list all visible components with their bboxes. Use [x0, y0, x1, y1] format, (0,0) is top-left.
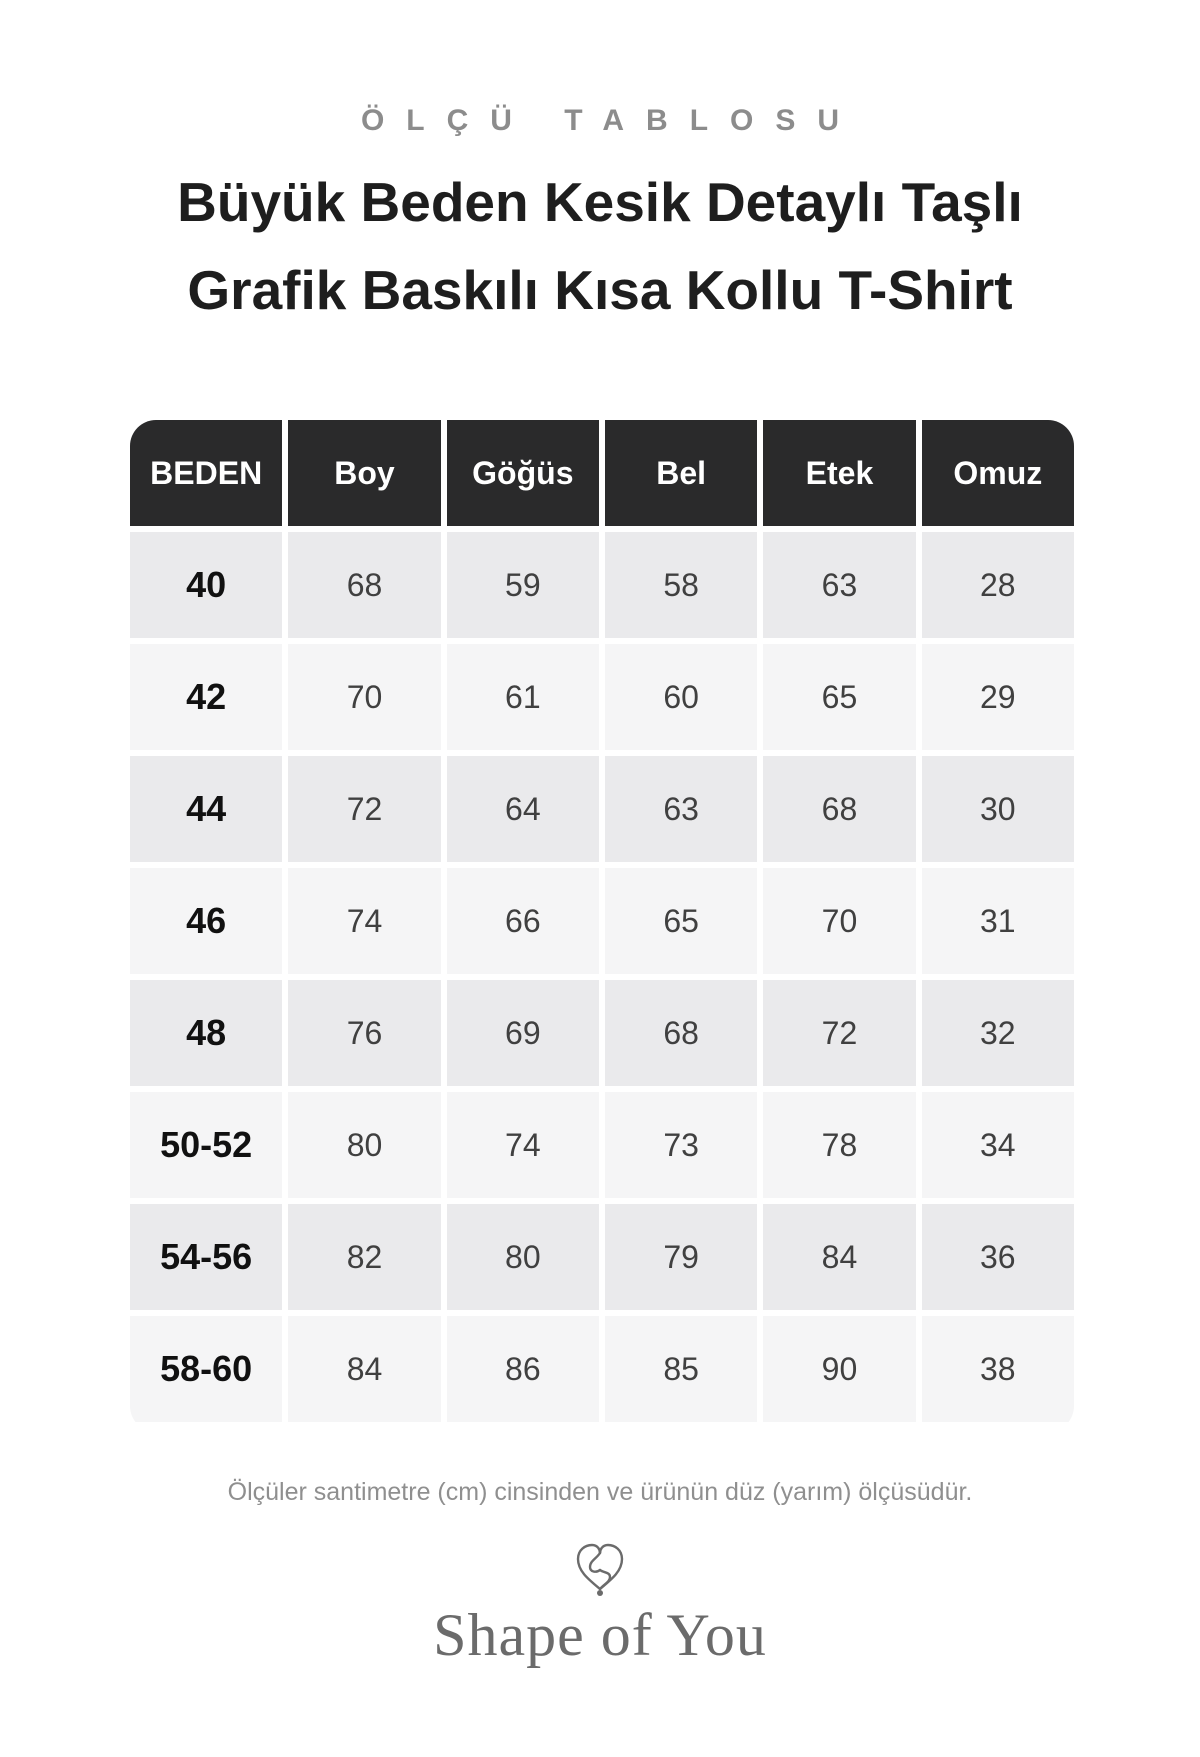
boy-cell: 82: [288, 1204, 440, 1310]
table-row: [130, 868, 1074, 974]
omuz-cell: 29: [922, 644, 1074, 750]
bel-cell: 73: [605, 1092, 757, 1198]
gogus-cell: 61: [447, 644, 599, 750]
gogus-cell: 80: [447, 1204, 599, 1310]
bel-cell: 60: [605, 644, 757, 750]
etek-cell: 65: [763, 644, 915, 750]
column-header-etek: Etek: [763, 420, 915, 526]
title-line-2: Grafik Baskılı Kısa Kollu T-Shirt: [187, 259, 1013, 321]
boy-cell: 80: [288, 1092, 440, 1198]
bel-cell: 63: [605, 756, 757, 862]
etek-cell: 90: [763, 1316, 915, 1422]
table-row: [130, 756, 1074, 862]
gogus-cell: 59: [447, 532, 599, 638]
omuz-cell: 32: [922, 980, 1074, 1086]
etek-cell: 72: [763, 980, 915, 1086]
column-header-bel: Bel: [605, 420, 757, 526]
measurement-note: Ölçüler santimetre (cm) cinsinden ve ürünün düz (yarım) ölçüsüdür.: [227, 1478, 973, 1506]
size-table: [130, 420, 1074, 1432]
table-row: [130, 644, 1074, 750]
gogus-cell: 69: [447, 980, 599, 1086]
table-row: [130, 980, 1074, 1086]
table-row: [130, 532, 1074, 638]
bel-cell: 68: [605, 980, 757, 1086]
size-cell: 48: [130, 980, 282, 1086]
omuz-cell: 28: [922, 532, 1074, 638]
omuz-cell: 31: [922, 868, 1074, 974]
boy-cell: 76: [288, 980, 440, 1086]
etek-cell: 68: [763, 756, 915, 862]
size-cell: 46: [130, 868, 282, 974]
bel-cell: 58: [605, 532, 757, 638]
column-header-boy: Boy: [288, 420, 440, 526]
omuz-cell: 38: [922, 1316, 1074, 1422]
boy-cell: 84: [288, 1316, 440, 1422]
etek-cell: 70: [763, 868, 915, 974]
gogus-cell: 86: [447, 1316, 599, 1422]
boy-cell: 70: [288, 644, 440, 750]
boy-cell: 72: [288, 756, 440, 862]
page-title: [0, 158, 1200, 334]
table-row: [130, 1092, 1074, 1198]
bel-cell: 79: [605, 1204, 757, 1310]
size-cell: 40: [130, 532, 282, 638]
size-cell: 42: [130, 644, 282, 750]
boy-cell: 68: [288, 532, 440, 638]
bel-cell: 65: [605, 868, 757, 974]
size-cell: 58-60: [130, 1316, 282, 1422]
table-row: [130, 1204, 1074, 1310]
size-cell: 54-56: [130, 1204, 282, 1310]
title-line-1: Büyük Beden Kesik Detaylı Taşlı: [177, 171, 1023, 233]
etek-cell: 78: [763, 1092, 915, 1198]
gogus-cell: 64: [447, 756, 599, 862]
gogus-cell: 66: [447, 868, 599, 974]
column-header-beden: BEDEN: [130, 420, 282, 526]
omuz-cell: 34: [922, 1092, 1074, 1198]
brand-logo-text: Shape of You: [433, 1602, 767, 1668]
etek-cell: 63: [763, 532, 915, 638]
column-header-gogus: Göğüs: [447, 420, 599, 526]
page-kicker: ÖLÇÜ TABLOSU: [360, 104, 862, 137]
bel-cell: 85: [605, 1316, 757, 1422]
table-row: [130, 1316, 1074, 1422]
size-cell: 50-52: [130, 1092, 282, 1198]
omuz-cell: 36: [922, 1204, 1074, 1310]
heart-monogram-icon: [570, 1537, 630, 1599]
omuz-cell: 30: [922, 756, 1074, 862]
column-header-omuz: Omuz: [922, 420, 1074, 526]
etek-cell: 84: [763, 1204, 915, 1310]
gogus-cell: 74: [447, 1092, 599, 1198]
size-cell: 44: [130, 756, 282, 862]
boy-cell: 74: [288, 868, 440, 974]
table-header-row: [130, 420, 1074, 526]
